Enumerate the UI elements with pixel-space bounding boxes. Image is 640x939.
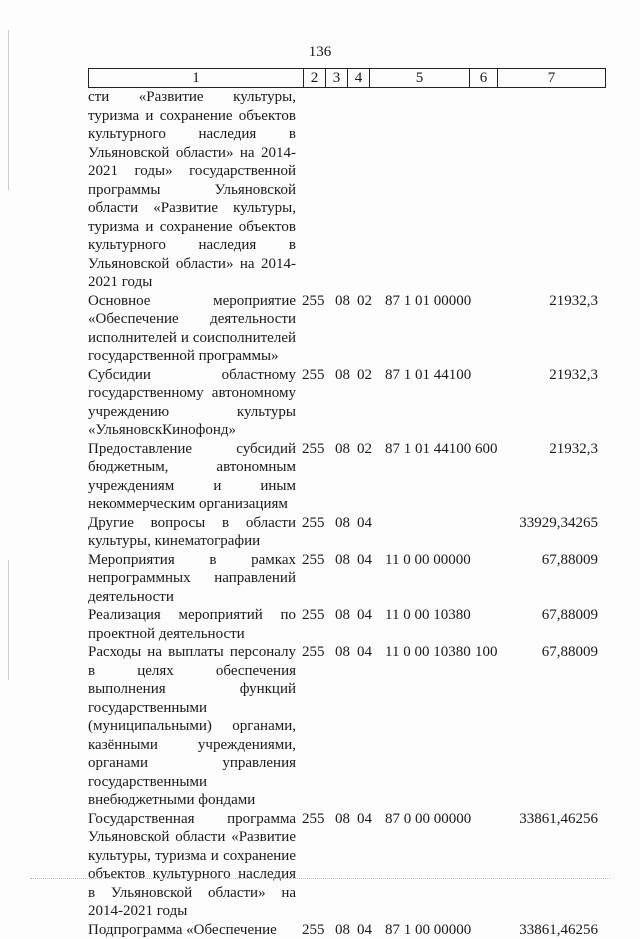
row-amount: 21932,3 — [505, 292, 608, 311]
page-number: 136 — [0, 44, 640, 61]
row-name: Реализация мероприятий по проектной деятельности — [88, 606, 300, 643]
row-code-subsection: 04 — [356, 921, 383, 939]
row-name: Основное мероприятие «Обеспечение деятельности исполнителей и соисполнителей государственной программы» — [88, 292, 300, 366]
table-row — [88, 514, 608, 551]
table-row — [88, 921, 608, 939]
table-row — [88, 440, 608, 514]
table-row — [88, 606, 608, 643]
row-code-subsection: 02 — [356, 366, 383, 385]
row-code-target: 87 0 00 00000 — [383, 810, 475, 829]
row-code-target: 87 1 01 44100 — [383, 366, 475, 385]
row-amount: 33929,34265 — [505, 514, 608, 533]
row-code-expense-type: 100 — [475, 643, 505, 662]
row-code-section: 08 — [333, 440, 356, 459]
row-code-subsection: 04 — [356, 643, 383, 662]
row-code-section: 08 — [333, 292, 356, 311]
row-code-expense-type: 600 — [475, 440, 505, 459]
row-name: Субсидии областному государственному автономному учреждению культуры «УльяновскКинофонд» — [88, 366, 300, 440]
column-header-4: 4 — [348, 69, 370, 88]
row-code-subsection: 04 — [356, 810, 383, 829]
row-code-ministry: 255 — [300, 440, 333, 459]
budget-table-body — [88, 88, 608, 939]
table-row — [88, 366, 608, 440]
row-code-target: 87 1 00 00000 — [383, 921, 475, 939]
row-code-target: 11 0 00 10380 — [383, 606, 475, 625]
row-name: Государственная программа Ульяновской области «Развитие культуры, туризма и сохранение объектов культурного наследия в Ульяновской области» на 2014-2021 годы — [88, 810, 300, 921]
row-code-target: 11 0 00 00000 — [383, 551, 475, 570]
row-amount: 21932,3 — [505, 366, 608, 385]
table-row — [88, 551, 608, 607]
row-name: Другие вопросы в области культуры, кинематографии — [88, 514, 300, 551]
row-code-ministry: 255 — [300, 551, 333, 570]
column-header-2: 2 — [304, 69, 326, 88]
row-amount: 67,88009 — [505, 606, 608, 625]
row-code-section: 08 — [333, 366, 356, 385]
row-code-section: 08 — [333, 514, 356, 533]
column-header-row — [89, 69, 606, 88]
row-name: Предоставление субсидий бюджетным, автономным учреждениям и иным некоммерческим организациям — [88, 440, 300, 514]
row-code-ministry: 255 — [300, 643, 333, 662]
row-code-target: 87 1 01 00000 — [383, 292, 475, 311]
row-code-section: 08 — [333, 921, 356, 939]
row-code-subsection: 04 — [356, 551, 383, 570]
column-header-5: 5 — [370, 69, 470, 88]
row-name: Мероприятия в рамках непрограммных направлений деятельности — [88, 551, 300, 607]
column-header-1: 1 — [89, 69, 304, 88]
row-code-section: 08 — [333, 810, 356, 829]
row-amount: 33861,46256 — [505, 810, 608, 829]
row-code-target: 11 0 00 10380 — [383, 643, 475, 662]
row-amount: 67,88009 — [505, 551, 608, 570]
row-amount: 21932,3 — [505, 440, 608, 459]
scan-left-edge-mark — [8, 560, 9, 680]
column-header-6: 6 — [470, 69, 498, 88]
table-row — [88, 643, 608, 810]
column-header-7: 7 — [498, 69, 606, 88]
column-header-3: 3 — [326, 69, 348, 88]
row-code-ministry: 255 — [300, 366, 333, 385]
row-code-ministry: 255 — [300, 292, 333, 311]
row-name: Расходы на выплаты персоналу в целях обеспечения выполнения функций государственными (муниципальными) органами, казёнными учреждениями, органами управления государственными внебюджетными фондами — [88, 643, 300, 810]
row-code-section: 08 — [333, 643, 356, 662]
row-code-subsection: 04 — [356, 606, 383, 625]
row-code-subsection: 04 — [356, 514, 383, 533]
row-code-ministry: 255 — [300, 810, 333, 829]
row-name: Подпрограмма «Обеспечение — [88, 921, 300, 939]
row-code-ministry: 255 — [300, 514, 333, 533]
row-code-subsection: 02 — [356, 440, 383, 459]
row-amount: 33861,46256 — [505, 921, 608, 939]
row-name: сти «Развитие культуры, туризма и сохранение объектов культурного наследия в Ульяновской области» на 2014-2021 годы» государственной программы Ульяновской области «Развитие культуры, туризма и сохранение объектов культурного наследия в Ульяновской области» на 2014-2021 годы — [88, 88, 300, 292]
row-code-ministry: 255 — [300, 921, 333, 939]
table-row — [88, 810, 608, 921]
column-header-table — [88, 68, 606, 88]
row-code-target: 87 1 01 44100 — [383, 440, 475, 459]
table-row — [88, 292, 608, 366]
row-code-section: 08 — [333, 551, 356, 570]
table-row — [88, 88, 608, 292]
row-amount: 67,88009 — [505, 643, 608, 662]
row-code-ministry: 255 — [300, 606, 333, 625]
row-code-section: 08 — [333, 606, 356, 625]
scan-bottom-edge — [30, 878, 610, 883]
scan-left-edge-mark — [8, 30, 9, 190]
row-code-subsection: 02 — [356, 292, 383, 311]
